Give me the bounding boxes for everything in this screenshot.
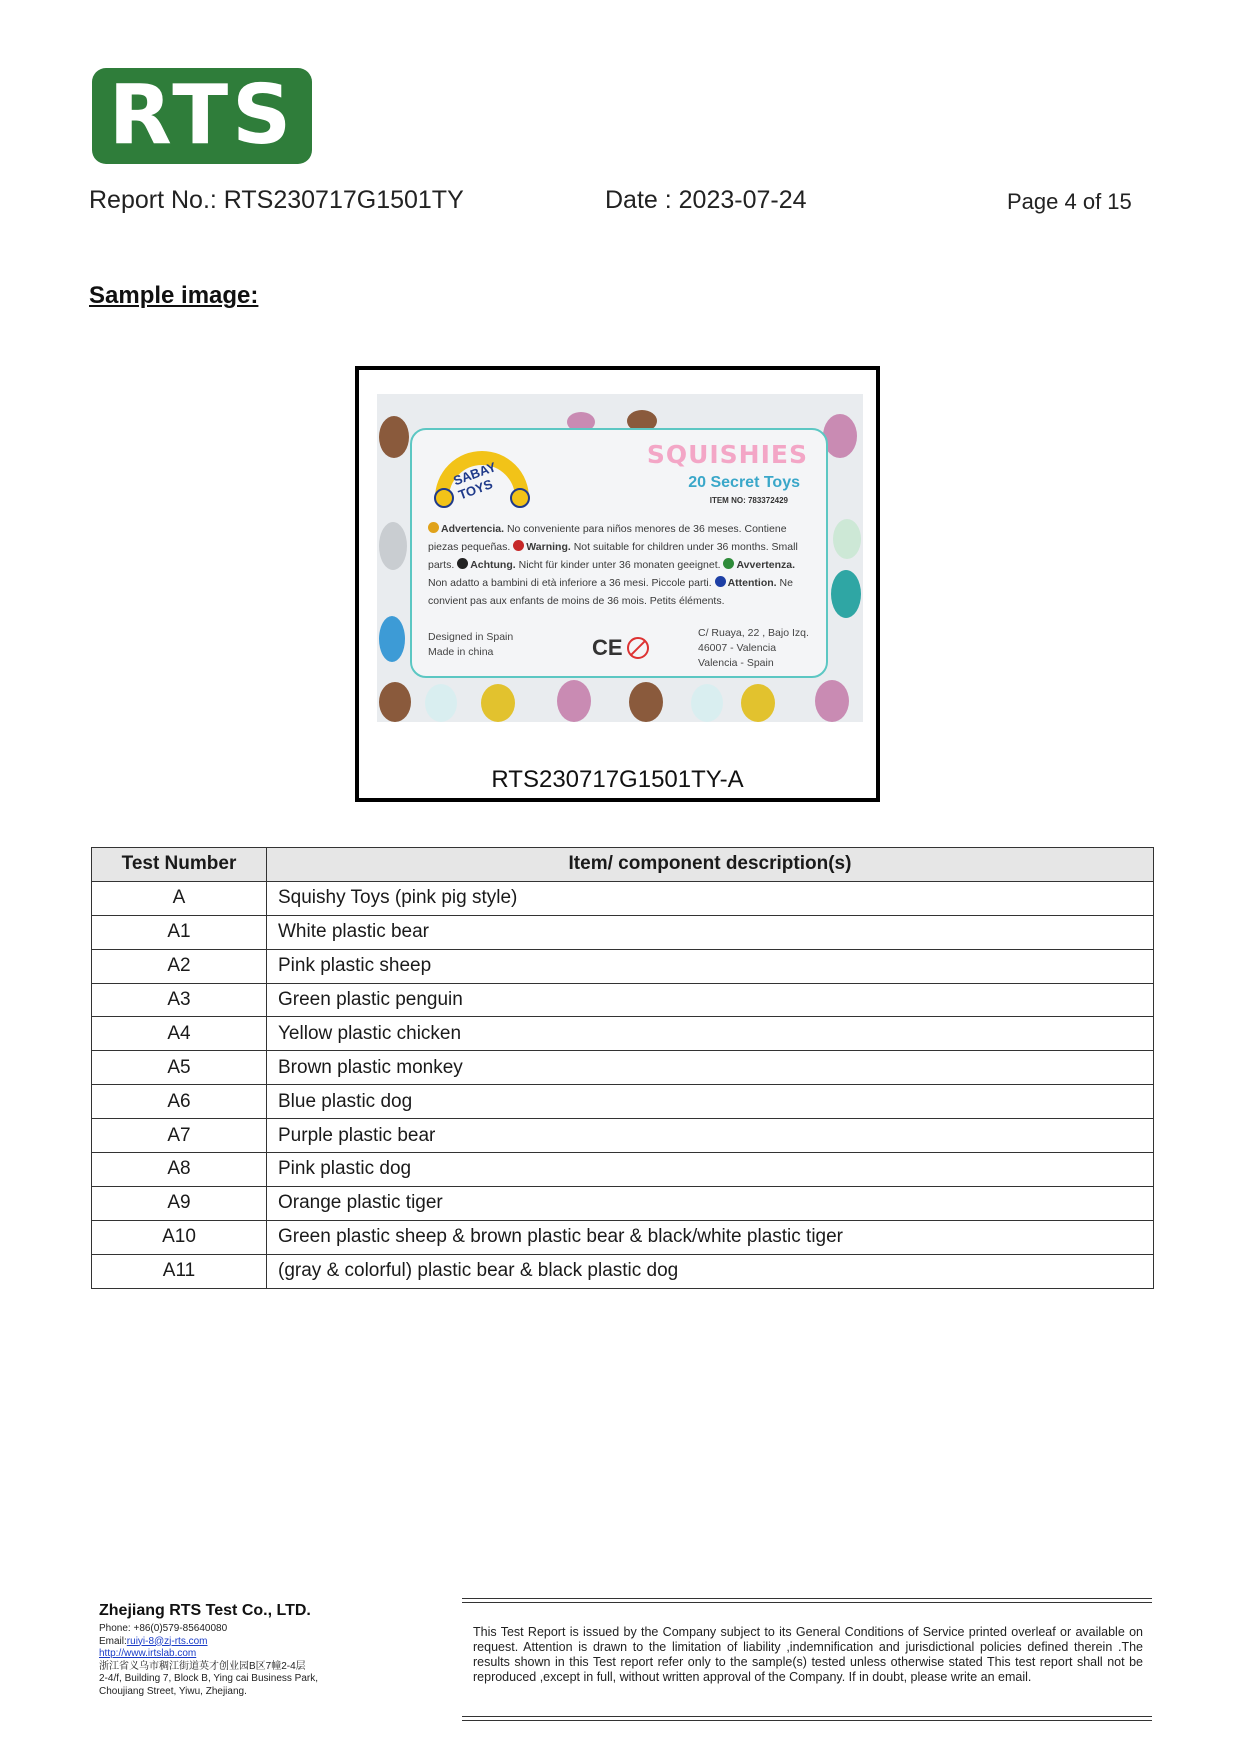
table-row (92, 1254, 1154, 1288)
table-row (92, 881, 1154, 915)
description: Pink plastic sheep (267, 949, 1154, 983)
table-row (92, 1051, 1154, 1085)
table-row (92, 949, 1154, 983)
sample-photo (377, 394, 863, 722)
footer-rule-top (462, 1602, 1152, 1603)
warning-body: No conveniente para niños menores de 36 meses. Contiene piezas pequeñas. (428, 523, 787, 553)
toy-figure (833, 519, 861, 559)
test-number: A3 (92, 983, 267, 1017)
toy-figure (557, 680, 591, 722)
warning-body: Not suitable for children under 36 months. Small parts. (428, 541, 798, 571)
company-email-link[interactable]: ruiyi-8@zj-rts.com (126, 1635, 208, 1647)
company-address-cn: 浙江省义乌市稠江街道英才创业园B区7幢2-4层 (99, 1660, 306, 1672)
toy-figure (481, 684, 515, 722)
address-line: Valencia - Spain (698, 657, 774, 669)
company-website-line (99, 1648, 439, 1661)
col-test-number: Test Number (92, 848, 267, 882)
warning-lang: Advertencia. (441, 523, 505, 535)
brand-logo (432, 448, 532, 508)
description: Yellow plastic chicken (267, 1017, 1154, 1051)
description: Squishy Toys (pink pig style) (267, 881, 1154, 915)
designed-in: Designed in Spain (428, 631, 514, 643)
warning-text (428, 520, 814, 610)
description: (gray & colorful) plastic bear & black plastic dog (267, 1254, 1154, 1288)
footer-rule-bottom (462, 1720, 1152, 1721)
toy-figure (815, 680, 849, 722)
test-number: A10 (92, 1220, 267, 1254)
toy-figure (823, 414, 857, 458)
made-in: Made in china (428, 646, 494, 658)
test-number: A8 (92, 1153, 267, 1187)
description: Blue plastic dog (267, 1085, 1154, 1119)
manufacturer-address (698, 626, 809, 671)
test-number: A9 (92, 1186, 267, 1220)
description: Green plastic penguin (267, 983, 1154, 1017)
toy-figure (379, 682, 411, 722)
table-row (92, 983, 1154, 1017)
toy-figure (691, 684, 723, 722)
footer-rule-bottom (462, 1716, 1152, 1717)
item-number: ITEM NO: 783372429 (709, 496, 788, 505)
table-row (92, 1186, 1154, 1220)
toy-figure (831, 570, 861, 618)
toy-figure (379, 416, 409, 458)
germany-flag-icon (457, 558, 468, 569)
company-website-link[interactable]: http://www.irtslab.com (99, 1648, 197, 1659)
table-row (92, 1017, 1154, 1051)
warning-lang: Avvertenza. (736, 559, 796, 571)
component-table (91, 847, 1154, 1289)
table-row (92, 1085, 1154, 1119)
warning-body: Ne convient pas aux enfants de moins de 36 mois. Petits éléments. (428, 577, 793, 607)
description: Purple plastic bear (267, 1119, 1154, 1153)
toy-figure (379, 522, 407, 570)
page-number: Page 4 of 15 (1007, 189, 1132, 214)
compliance-marks (592, 635, 649, 661)
toy-figure (741, 684, 775, 722)
company-email-line (99, 1636, 439, 1649)
test-number: A4 (92, 1017, 267, 1051)
section-title: Sample image: (89, 282, 259, 309)
brand-name: SABAY TOYS (451, 459, 498, 503)
warning-body: Nicht für kinder unter 36 monaten geeignet. (515, 559, 721, 571)
col-description: Item/ component description(s) (267, 848, 1154, 882)
description: Pink plastic dog (267, 1153, 1154, 1187)
company-phone: Phone: +86(0)579-85640080 (99, 1623, 228, 1634)
description: Green plastic sheep & brown plastic bear & black/white plastic tiger (267, 1220, 1154, 1254)
table-row (92, 915, 1154, 949)
toy-figure (629, 682, 663, 722)
logo-text: RTS (108, 68, 296, 163)
sample-image-frame (355, 366, 880, 802)
spain-flag-icon (428, 522, 439, 533)
sample-caption: RTS230717G1501TY-A (491, 766, 744, 793)
product-label (410, 428, 828, 678)
disclaimer: This Test Report is issued by the Company subject to its General Conditions of Service printed overleaf or available on request. Attention is drawn to the limitation of liability ,indemnification and jurisdictional policies defined therein .The results shown in this Test report refer only to the sample(s) tested unless otherwise stated This test report shall not be reproduced ,except in full, without written approval of the Company. If in doubt, please write an email. (473, 1625, 1143, 1684)
test-number: A2 (92, 949, 267, 983)
address-line: C/ Ruaya, 22 , Bajo Izq. (698, 627, 809, 639)
table-row (92, 1220, 1154, 1254)
uk-flag-icon (513, 540, 524, 551)
test-number: A (92, 881, 267, 915)
description: Brown plastic monkey (267, 1051, 1154, 1085)
company-name: Zhejiang RTS Test Co., LTD. (99, 1602, 311, 1619)
footer-rule-top (462, 1598, 1152, 1599)
italy-flag-icon (723, 558, 734, 569)
test-number: A1 (92, 915, 267, 949)
table-row (92, 1153, 1154, 1187)
toy-figure (425, 684, 457, 722)
origin-info (428, 630, 513, 660)
report-date: Date : 2023-07-24 (605, 186, 807, 214)
company-contact (99, 1602, 439, 1698)
company-address-en: 2-4/f, Building 7, Block B, Ying cai Business Park, (99, 1673, 318, 1684)
ce-mark: CE (592, 635, 623, 660)
age-warning-icon (627, 637, 649, 659)
address-line: 46007 - Valencia (698, 642, 777, 654)
product-subtitle: 20 Secret Toys (688, 474, 800, 491)
test-number: A7 (92, 1119, 267, 1153)
warning-lang: Attention. (727, 577, 777, 589)
test-number: A11 (92, 1254, 267, 1288)
toy-figure (379, 616, 405, 662)
france-flag-icon (715, 576, 726, 587)
test-number: A6 (92, 1085, 267, 1119)
warning-lang: Warning. (526, 541, 571, 553)
description: Orange plastic tiger (267, 1186, 1154, 1220)
email-label: Email: (99, 1635, 127, 1647)
table-row (92, 1119, 1154, 1153)
description: White plastic bear (267, 915, 1154, 949)
rts-logo (92, 68, 312, 164)
product-title: SQUISHIES (646, 440, 808, 469)
warning-body: Non adatto a bambini di età inferiore a 36 mesi. Piccole parti. (428, 577, 712, 589)
test-number: A5 (92, 1051, 267, 1085)
warning-lang: Achtung. (470, 559, 516, 571)
table-header-row (92, 848, 1154, 882)
report-number: Report No.: RTS230717G1501TY (89, 186, 464, 214)
company-address-en: Choujiang Street, Yiwu, Zhejiang. (99, 1685, 247, 1697)
